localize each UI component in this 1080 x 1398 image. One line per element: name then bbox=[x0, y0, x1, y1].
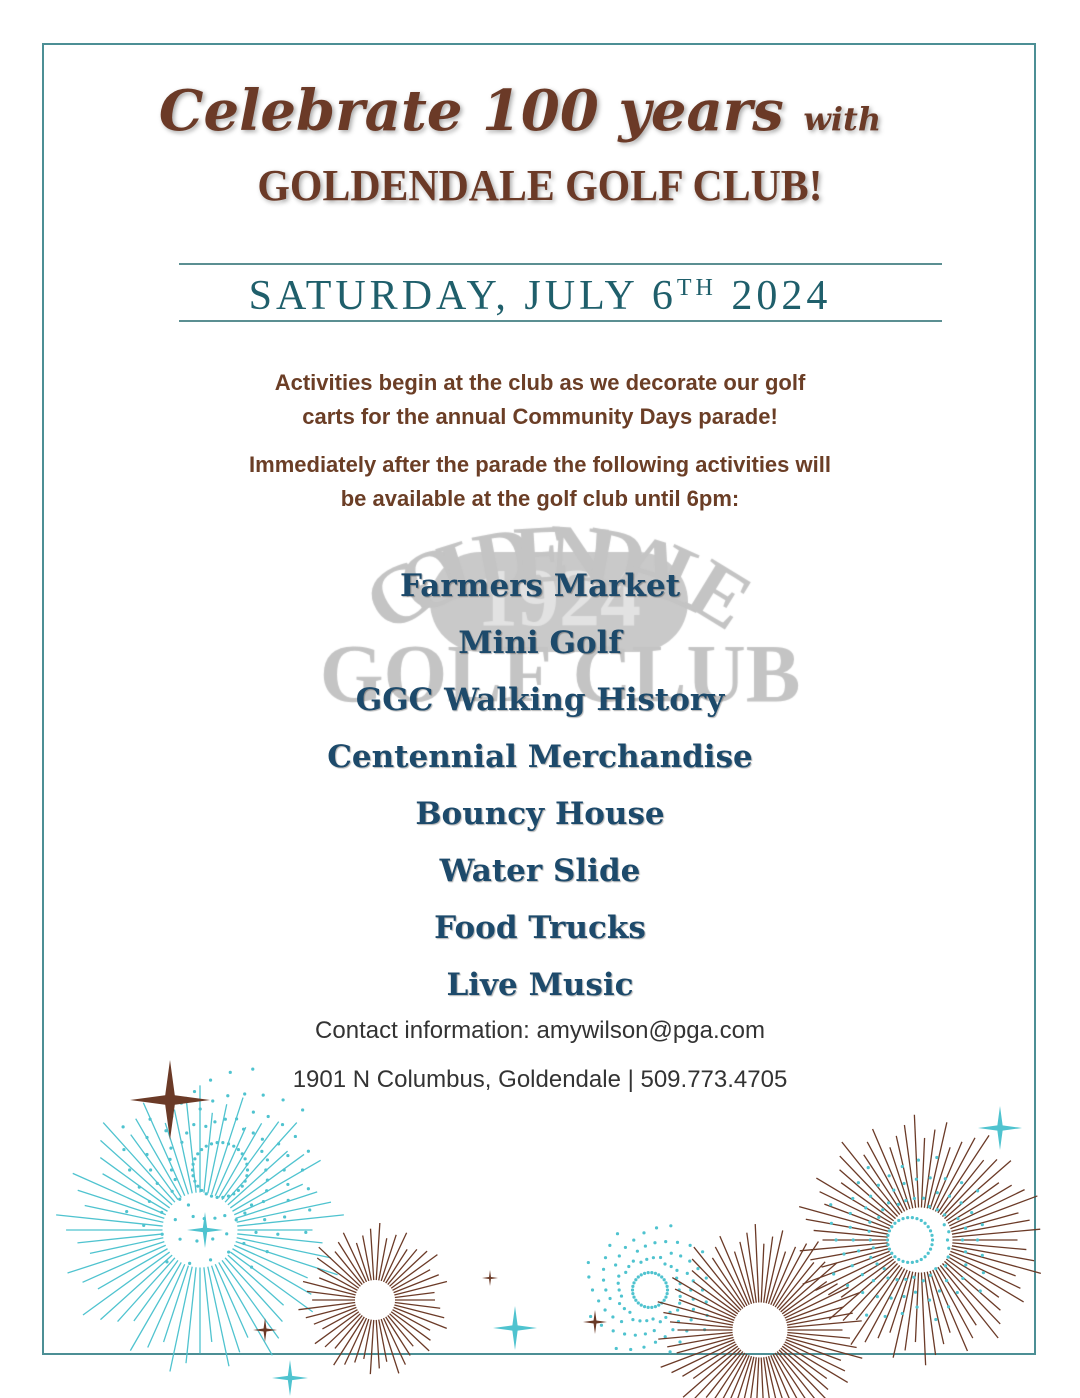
sparkle-star bbox=[493, 1306, 537, 1350]
address-line: 1901 N Columbus, Goldendale | 509.773.4705 bbox=[292, 1066, 788, 1093]
activity-item: GGC Walking History bbox=[355, 682, 725, 718]
activity-item: Water Slide bbox=[439, 853, 641, 889]
date-year: 2024 bbox=[731, 273, 832, 319]
intro-line: Immediately after the parade the following activities will bbox=[249, 452, 831, 477]
headline-with: with bbox=[803, 100, 882, 138]
activity-item: Food Trucks bbox=[434, 910, 646, 946]
sparkle-star bbox=[583, 1310, 607, 1334]
contact-label: Contact information: bbox=[315, 1017, 530, 1044]
activity-item: Bouncy House bbox=[415, 796, 665, 832]
contact-email[interactable]: amywilson@pga.com bbox=[536, 1017, 765, 1044]
activity-item: Centennial Merchandise bbox=[327, 739, 753, 775]
intro-line: carts for the annual Community Days parade! bbox=[302, 404, 778, 429]
sparkle-star bbox=[130, 1060, 210, 1140]
sparkle-star bbox=[272, 1360, 308, 1396]
date-suffix: TH bbox=[676, 275, 717, 301]
sparkle-star bbox=[253, 1318, 277, 1342]
activity-item: Live Music bbox=[446, 967, 634, 1003]
intro-line: be available at the golf club until 6pm: bbox=[340, 486, 740, 511]
club-name: GOLDENDALE GOLF CLUB! bbox=[257, 161, 823, 210]
date-main: SATURDAY, JULY 6 bbox=[248, 273, 677, 319]
sparkle-star bbox=[482, 1270, 498, 1286]
intro-line: Activities begin at the club as we decorate our golf bbox=[274, 370, 806, 395]
sparkle-star bbox=[978, 1106, 1022, 1150]
activity-item: Farmers Market bbox=[399, 568, 681, 604]
activity-item: Mini Golf bbox=[458, 625, 622, 661]
firework-burst bbox=[658, 1224, 862, 1398]
headline-main: Celebrate 100 years bbox=[158, 78, 784, 144]
firework-burst bbox=[298, 1223, 446, 1374]
